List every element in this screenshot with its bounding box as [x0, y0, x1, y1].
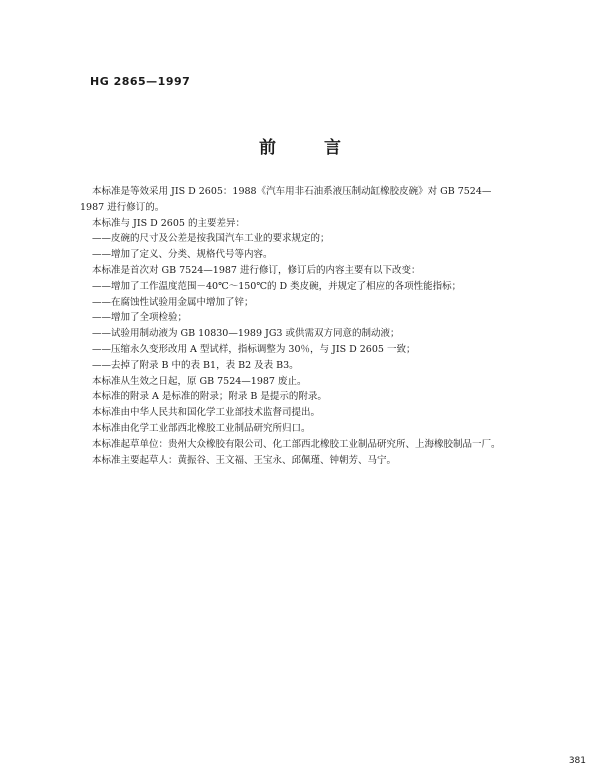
list-item: ——试验用制动液为 GB 10830—1989 JG3 或供需双方同意的制动液； — [92, 328, 400, 340]
list-item: ——增加了工作温度范围－40℃～150℃的 D 类皮碗，并规定了相应的各项性能指标； — [92, 280, 462, 292]
list-item: ——在腐蚀性试验用金属中增加了锌； — [92, 296, 254, 308]
standard-code: HG 2865—1997 — [90, 75, 191, 88]
paragraph: 本标准由化学工业部西北橡胶工业制品研究所归口。 — [92, 422, 311, 434]
foreword-body — [80, 184, 510, 468]
paragraph: 本标准的附录 A 是标准的附录；附录 B 是提示的附录。 — [92, 391, 327, 403]
paragraph: 本标准是首次对 GB 7524—1987 进行修订，修订后的内容主要有以下改变： — [92, 264, 421, 276]
list-item: ——增加了全项检验； — [92, 312, 188, 324]
paragraph: 本标准起草单位：贵州大众橡胶有限公司、化工部西北橡胶工业制品研究所、上海橡胶制品一厂。 — [92, 438, 501, 450]
paragraph: 本标准主要起草人：黄振谷、王文福、王宝永、邱佩瑾、钟朝芳、马宁。 — [92, 454, 397, 466]
page-number: 381 — [568, 756, 586, 766]
list-item: ——皮碗的尺寸及公差是按我国汽车工业的要求规定的； — [92, 233, 330, 245]
paragraph: 本标准从生效之日起，原 GB 7524—1987 废止。 — [92, 375, 307, 387]
paragraph: 本标准与 JIS D 2605 的主要差异： — [92, 217, 245, 229]
list-item: ——压缩永久变形改用 A 型试样，指标调整为 30％，与 JIS D 2605 一致； — [92, 343, 416, 355]
page-title: 前言 — [259, 138, 389, 158]
paragraph: 本标准是等效采用 JIS D 2605：1988《汽车用非石油系液压制动缸橡胶皮碗》对 GB 7524—1987 进行修订的。 — [80, 186, 492, 213]
list-item: ——增加了定义、分类、规格代号等内容。 — [92, 249, 273, 261]
paragraph: 本标准由中华人民共和国化学工业部技术监督司提出。 — [92, 407, 321, 419]
list-item: ——去掉了附录 B 中的表 B1，表 B2 及表 B3。 — [92, 359, 299, 371]
